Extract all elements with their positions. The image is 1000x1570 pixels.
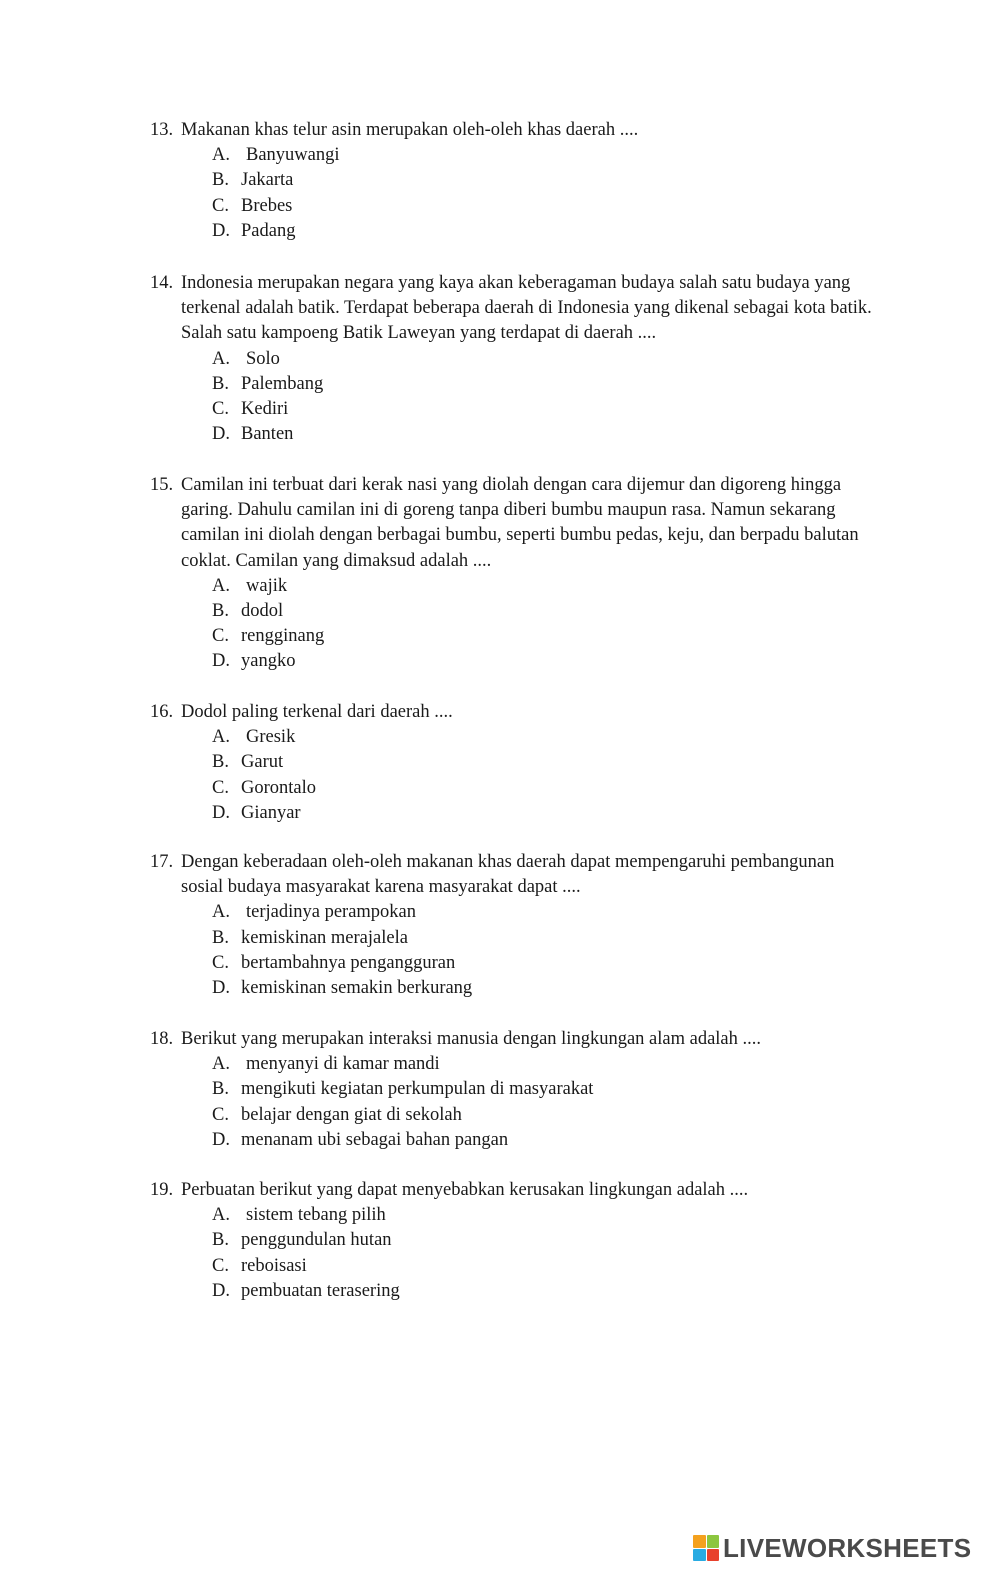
option-letter: D.: [212, 802, 230, 823]
option-text: rengginang: [241, 626, 325, 647]
question-number: 19.: [150, 1180, 174, 1200]
option-letter: C.: [212, 952, 229, 973]
option-letter: A.: [212, 727, 230, 748]
option-letter: D.: [212, 1129, 230, 1150]
question-14: [150, 271, 880, 447]
option-d[interactable]: [150, 1279, 880, 1304]
option-c[interactable]: [150, 1103, 880, 1128]
question-13: [150, 118, 880, 244]
option-letter: A.: [212, 348, 230, 369]
liveworksheets-brand[interactable]: [693, 1533, 971, 1563]
option-letter: B.: [212, 170, 229, 191]
logo-tile: [693, 1535, 706, 1548]
option-text: mengikuti kegiatan perkumpulan di masyarakat: [241, 1079, 594, 1100]
question-text: Dengan keberadaan oleh-oleh makanan khas daerah dapat mempengaruhi pembangunan sosial budaya masyarakat karena masyarakat dapat ....: [181, 852, 835, 898]
question-number: 15.: [150, 475, 174, 495]
question-text: Makanan khas telur asin merupakan oleh-oleh khas daerah ....: [181, 120, 639, 140]
question-text: Indonesia merupakan negara yang kaya akan keberagaman budaya salah satu budaya yang terkenal adalah batik. Terdapat beberapa daerah di Indonesia yang dikenal sebagai kota batik. Salah satu kampoeng Batik Laweyan yang terdapat di daerah ....: [181, 273, 872, 344]
question-text: Dodol paling terkenal dari daerah ....: [181, 702, 453, 722]
option-letter: D.: [212, 424, 230, 445]
option-letter: A.: [212, 1054, 230, 1075]
option-text: Banyuwangi: [246, 145, 340, 166]
question-19: [150, 1178, 880, 1304]
option-text: Banten: [241, 424, 294, 445]
option-letter: B.: [212, 1079, 229, 1100]
option-text: Palembang: [241, 373, 324, 394]
option-b[interactable]: [150, 372, 880, 397]
option-a[interactable]: [150, 1203, 880, 1228]
option-c[interactable]: [150, 1254, 880, 1279]
brand-name: LIVEWORKSHEETS: [723, 1532, 972, 1563]
option-letter: D.: [212, 651, 230, 672]
option-text: menyanyi di kamar mandi: [246, 1054, 440, 1075]
option-text: kemiskinan merajalela: [241, 927, 408, 948]
question-number: 13.: [150, 120, 174, 140]
option-text: Garut: [241, 752, 284, 773]
question-number: 17.: [150, 852, 174, 872]
option-letter: D.: [212, 220, 230, 241]
option-text: reboisasi: [241, 1255, 307, 1276]
option-letter: C.: [212, 1104, 229, 1125]
option-text: Kediri: [241, 398, 289, 419]
option-a[interactable]: [150, 143, 880, 168]
option-text: yangko: [241, 651, 296, 672]
option-text: terjadinya perampokan: [246, 902, 417, 923]
option-text: dodol: [241, 601, 284, 621]
option-letter: B.: [212, 1230, 229, 1251]
logo-tile: [707, 1549, 720, 1562]
option-letter: C.: [212, 195, 229, 216]
option-c[interactable]: [150, 951, 880, 976]
option-letter: A.: [212, 145, 230, 166]
option-text: belajar dengan giat di sekolah: [241, 1104, 462, 1125]
option-c[interactable]: [150, 194, 880, 219]
question-number: 16.: [150, 702, 174, 722]
question-number: 14.: [150, 273, 174, 293]
option-d[interactable]: [150, 422, 880, 447]
option-text: Gorontalo: [241, 777, 317, 798]
question-17: [150, 850, 880, 1001]
option-b[interactable]: [150, 750, 880, 775]
option-text: Padang: [241, 220, 296, 241]
option-letter: C.: [212, 626, 229, 647]
question-text: Berikut yang merupakan interaksi manusia dengan lingkungan alam adalah ....: [181, 1029, 762, 1049]
option-a[interactable]: [150, 725, 880, 750]
option-a[interactable]: [150, 574, 880, 599]
question-16: [150, 700, 880, 826]
option-letter: B.: [212, 601, 229, 621]
option-text: Jakarta: [241, 170, 294, 191]
option-d[interactable]: [150, 976, 880, 1001]
option-text: Solo: [246, 348, 280, 369]
option-text: menanam ubi sebagai bahan pangan: [241, 1129, 509, 1150]
option-letter: D.: [212, 977, 230, 998]
option-c[interactable]: [150, 624, 880, 649]
question-18: [150, 1027, 880, 1153]
option-letter: A.: [212, 1205, 230, 1226]
option-text: wajik: [246, 575, 288, 596]
option-d[interactable]: [150, 1128, 880, 1153]
option-b[interactable]: [150, 168, 880, 193]
option-a[interactable]: [150, 1052, 880, 1077]
option-text: Gresik: [246, 727, 296, 748]
option-text: Gianyar: [241, 802, 301, 823]
option-d[interactable]: [150, 219, 880, 244]
option-text: kemiskinan semakin berkurang: [241, 977, 473, 998]
option-b[interactable]: [150, 599, 880, 624]
option-text: pembuatan terasering: [241, 1280, 400, 1301]
question-text: Perbuatan berikut yang dapat menyebabkan kerusakan lingkungan adalah ....: [181, 1180, 749, 1200]
option-letter: C.: [212, 1255, 229, 1276]
question-15: [150, 473, 880, 675]
option-d[interactable]: [150, 649, 880, 674]
option-c[interactable]: [150, 397, 880, 422]
option-letter: B.: [212, 373, 229, 394]
option-letter: C.: [212, 398, 229, 419]
option-letter: A.: [212, 575, 230, 596]
option-letter: C.: [212, 777, 229, 798]
option-text: penggundulan hutan: [241, 1230, 392, 1251]
logo-tile: [707, 1535, 720, 1548]
option-d[interactable]: [150, 801, 880, 826]
option-b[interactable]: [150, 926, 880, 951]
option-b[interactable]: [150, 1077, 880, 1102]
liveworksheets-logo-icon: [693, 1535, 719, 1561]
option-text: bertambahnya pengangguran: [241, 952, 456, 973]
logo-tile: [693, 1549, 706, 1562]
option-b[interactable]: [150, 1228, 880, 1253]
option-text: sistem tebang pilih: [246, 1205, 386, 1226]
option-text: Brebes: [241, 195, 293, 216]
option-c[interactable]: [150, 776, 880, 801]
option-a[interactable]: [150, 900, 880, 925]
option-a[interactable]: [150, 347, 880, 372]
option-letter: B.: [212, 752, 229, 773]
question-text: Camilan ini terbuat dari kerak nasi yang diolah dengan cara dijemur dan digoreng hingga garing. Dahulu camilan ini di goreng tanpa diberi bumbu maupun rasa. Namun sekarang camilan ini diolah dengan berbagai bumbu, seperti bumbu pedas, keju, dan berpadu balutan coklat. Camilan yang dimaksud adalah ....: [181, 475, 859, 571]
option-letter: A.: [212, 902, 230, 923]
option-letter: D.: [212, 1280, 230, 1301]
option-letter: B.: [212, 927, 229, 948]
question-number: 18.: [150, 1029, 174, 1049]
